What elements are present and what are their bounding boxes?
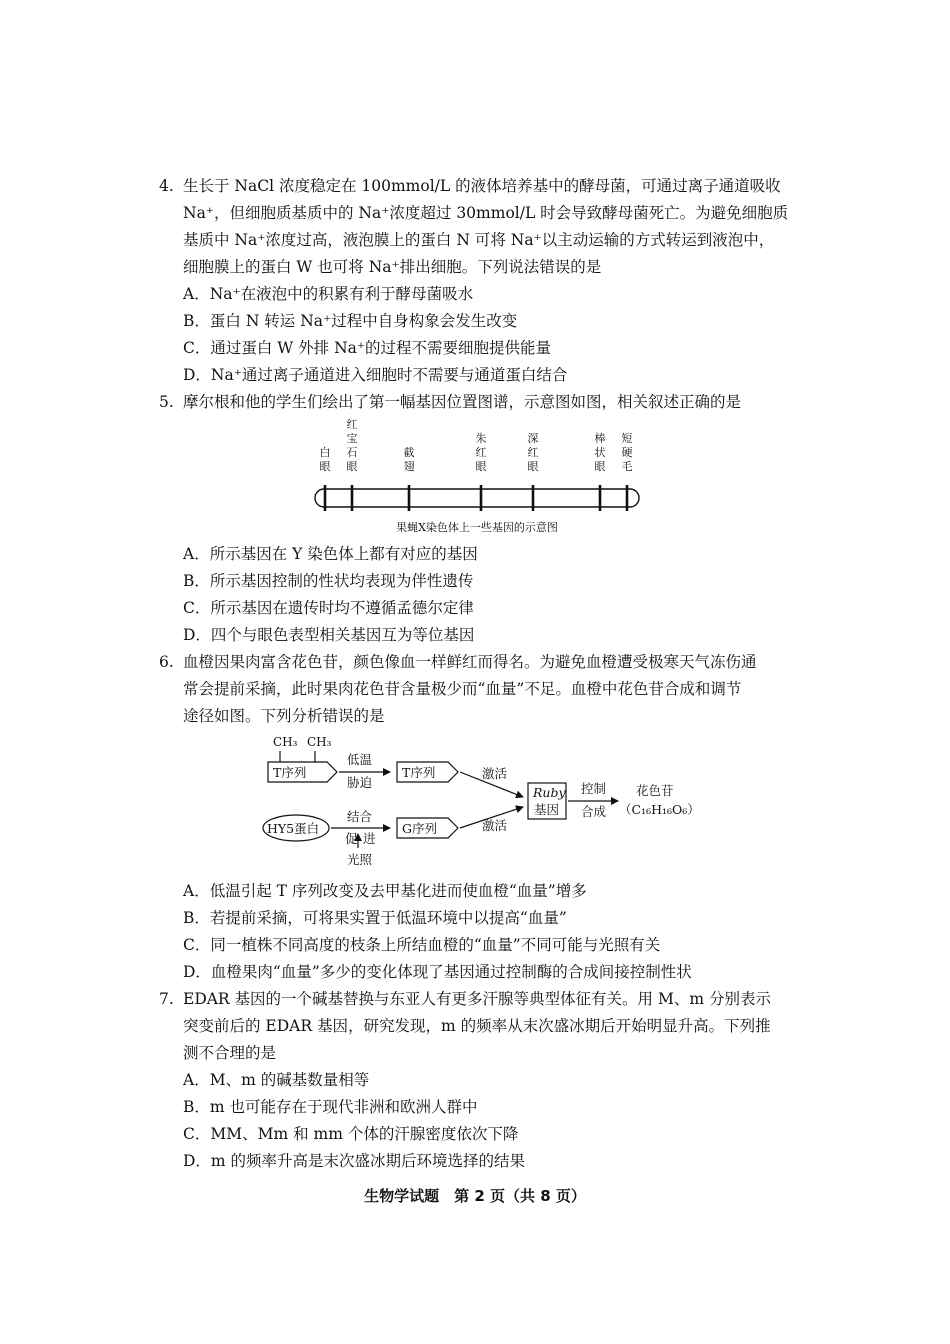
question-7-option-a: A．M、m 的碱基数量相等 <box>183 1071 370 1089</box>
question-4-line-1: 生长于 NaCl 浓度稳定在 100mmol/L 的液体培养基中的酵母菌，可通过离子通道吸收 <box>183 177 781 195</box>
question-5-option-d: D．四个与眼色表型相关基因互为等位基因 <box>183 626 475 644</box>
t-sequence-right-label: T序列 <box>402 765 436 780</box>
question-5-option-c: C．所示基因在遗传时均不遵循孟德尔定律 <box>183 599 474 617</box>
question-7-option-d: D．m 的频率升高是末次盛冰期后环境选择的结果 <box>183 1152 526 1170</box>
product-name: 花色苷 <box>636 783 674 798</box>
gene-label-ruby-eye-1: 红 <box>346 418 358 431</box>
gene-label-bristle-3: 毛 <box>621 460 633 473</box>
page-footer: 生物学试题 第 2 页（共 8 页） <box>364 1187 586 1205</box>
question-4-number: 4. <box>159 177 174 195</box>
question-7-number: 7. <box>159 990 174 1008</box>
question-4-option-d: D．Na⁺通过离子通道进入细胞时不需要与通道蛋白结合 <box>183 366 568 384</box>
gene-label-white-eye-2: 眼 <box>319 460 331 473</box>
question-6-line-3: 途径如图。下列分析错误的是 <box>183 707 385 725</box>
gene-label-bristle-1: 短 <box>621 432 633 445</box>
question-6-line-1: 血橙因果肉富含花色苷，颜色像血一样鲜红而得名。为避免血橙遭受极寒天气冻伤通 <box>183 653 757 671</box>
t-sequence-left-label: T序列 <box>273 765 307 780</box>
question-5-option-a: A．所示基因在 Y 染色体上都有对应的基因 <box>183 545 478 563</box>
light-label: 光照 <box>347 852 373 867</box>
gene-label-white-eye-1: 白 <box>319 446 331 459</box>
question-4-option-c: C．通过蛋白 W 外排 Na⁺的过程不需要细胞提供能量 <box>183 339 552 357</box>
question-6-number: 6. <box>159 653 174 671</box>
gene-label-vermilion-1: 朱 <box>475 432 487 445</box>
question-7-line-3: 测不合理的是 <box>183 1044 277 1062</box>
question-7-line-1: EDAR 基因的一个碱基替换与东亚人有更多汗腺等典型体征有关。用 M、m 分别表示 <box>183 990 771 1008</box>
hy5-protein-label: HY5蛋白 <box>267 821 320 836</box>
question-4-option-b: B．蛋白 N 转运 Na⁺过程中自身构象会发生改变 <box>183 312 518 330</box>
question-6-option-b: B．若提前采摘，可将果实置于低温环境中以提高“血量” <box>183 909 567 927</box>
question-7-option-c: C．MM、Mm 和 mm 个体的汗腺密度依次下降 <box>183 1125 519 1143</box>
gene-label-ruby-eye-2: 宝 <box>346 432 358 445</box>
gene-label-bar-eye-2: 状 <box>594 446 606 459</box>
promote-label-2: 进 <box>363 831 376 846</box>
bind-label: 结合 <box>347 809 373 824</box>
activate-label-1: 激活 <box>482 766 508 781</box>
question-6-line-2: 常会提前采摘，此时果肉花色苷含量极少而“血量”不足。血橙中花色苷合成和调节 <box>183 680 742 698</box>
pathway-figure <box>255 730 715 872</box>
gene-label-carmine-2: 红 <box>527 446 539 459</box>
control-label-1: 控制 <box>581 781 607 796</box>
question-7-option-b: B．m 也可能存在于现代非洲和欧洲人群中 <box>183 1098 478 1116</box>
gene-label-vermilion-3: 眼 <box>475 460 487 473</box>
gene-label-carmine-1: 深 <box>527 432 539 445</box>
question-5-number: 5. <box>159 393 174 411</box>
gene-label-cut-wing-1: 截 <box>403 446 415 459</box>
chromosome-bar <box>315 489 639 507</box>
question-4-line-4: 细胞膜上的蛋白 W 也可将 Na⁺排出细胞。下列说法错误的是 <box>183 258 602 276</box>
gene-label-carmine-3: 眼 <box>527 460 539 473</box>
question-6-option-d: D．血橙果肉“血量”多少的变化体现了基因通过控制酶的合成间接控制性状 <box>183 963 692 981</box>
question-4-line-3: 基质中 Na⁺浓度过高，液泡膜上的蛋白 N 可将 Na⁺以主动运输的方式转运到液泡中， <box>183 231 775 249</box>
g-sequence-label: G序列 <box>402 821 437 836</box>
gene-label-cut-wing-2: 翅 <box>403 460 415 473</box>
control-label-2: 合成 <box>581 804 607 819</box>
product-formula: （C₁₆H₁₆O₆） <box>619 802 700 817</box>
gene-label-vermilion-2: 红 <box>475 446 487 459</box>
ruby-gene-label-1: Ruby <box>533 785 566 800</box>
question-6-option-c: C．同一植株不同高度的枝条上所结血橙的“血量”不同可能与光照有关 <box>183 936 661 954</box>
methyl-label-1: CH₃ <box>273 735 298 749</box>
question-4-option-a: A．Na⁺在液泡中的积累有利于酵母菌吸水 <box>183 285 474 303</box>
question-4-line-2: Na⁺，但细胞质基质中的 Na⁺浓度超过 30mmol/L 时会导致酵母菌死亡。为避免细胞质 <box>183 204 789 222</box>
activate-label-2: 激活 <box>482 818 508 833</box>
gene-label-ruby-eye-4: 眼 <box>346 460 358 473</box>
promote-label-1: 促 <box>345 831 358 846</box>
question-7-line-2: 突变前后的 EDAR 基因，研究发现，m 的频率从末次盛冰期后开始明显升高。下列推 <box>183 1017 771 1035</box>
question-5-line-1: 摩尔根和他的学生们绘出了第一幅基因位置图谱，示意图如图，相关叙述正确的是 <box>183 393 742 411</box>
methyl-label-2: CH₃ <box>307 735 332 749</box>
chromosome-caption: 果蝇X染色体上一些基因的示意图 <box>396 521 558 534</box>
chromosome-figure <box>305 418 650 540</box>
gene-label-ruby-eye-3: 石 <box>346 446 358 459</box>
question-5-option-b: B．所示基因控制的性状均表现为伴性遗传 <box>183 572 474 590</box>
low-temp-label-1: 低温 <box>347 752 373 767</box>
ruby-gene-label-2: 基因 <box>534 802 560 817</box>
gene-label-bar-eye-1: 棒 <box>594 432 606 445</box>
gene-label-bar-eye-3: 眼 <box>594 460 606 473</box>
question-6-option-a: A．低温引起 T 序列改变及去甲基化进而使血橙“血量”增多 <box>183 882 587 900</box>
gene-label-bristle-2: 硬 <box>621 446 633 459</box>
low-temp-label-2: 胁迫 <box>347 775 373 790</box>
